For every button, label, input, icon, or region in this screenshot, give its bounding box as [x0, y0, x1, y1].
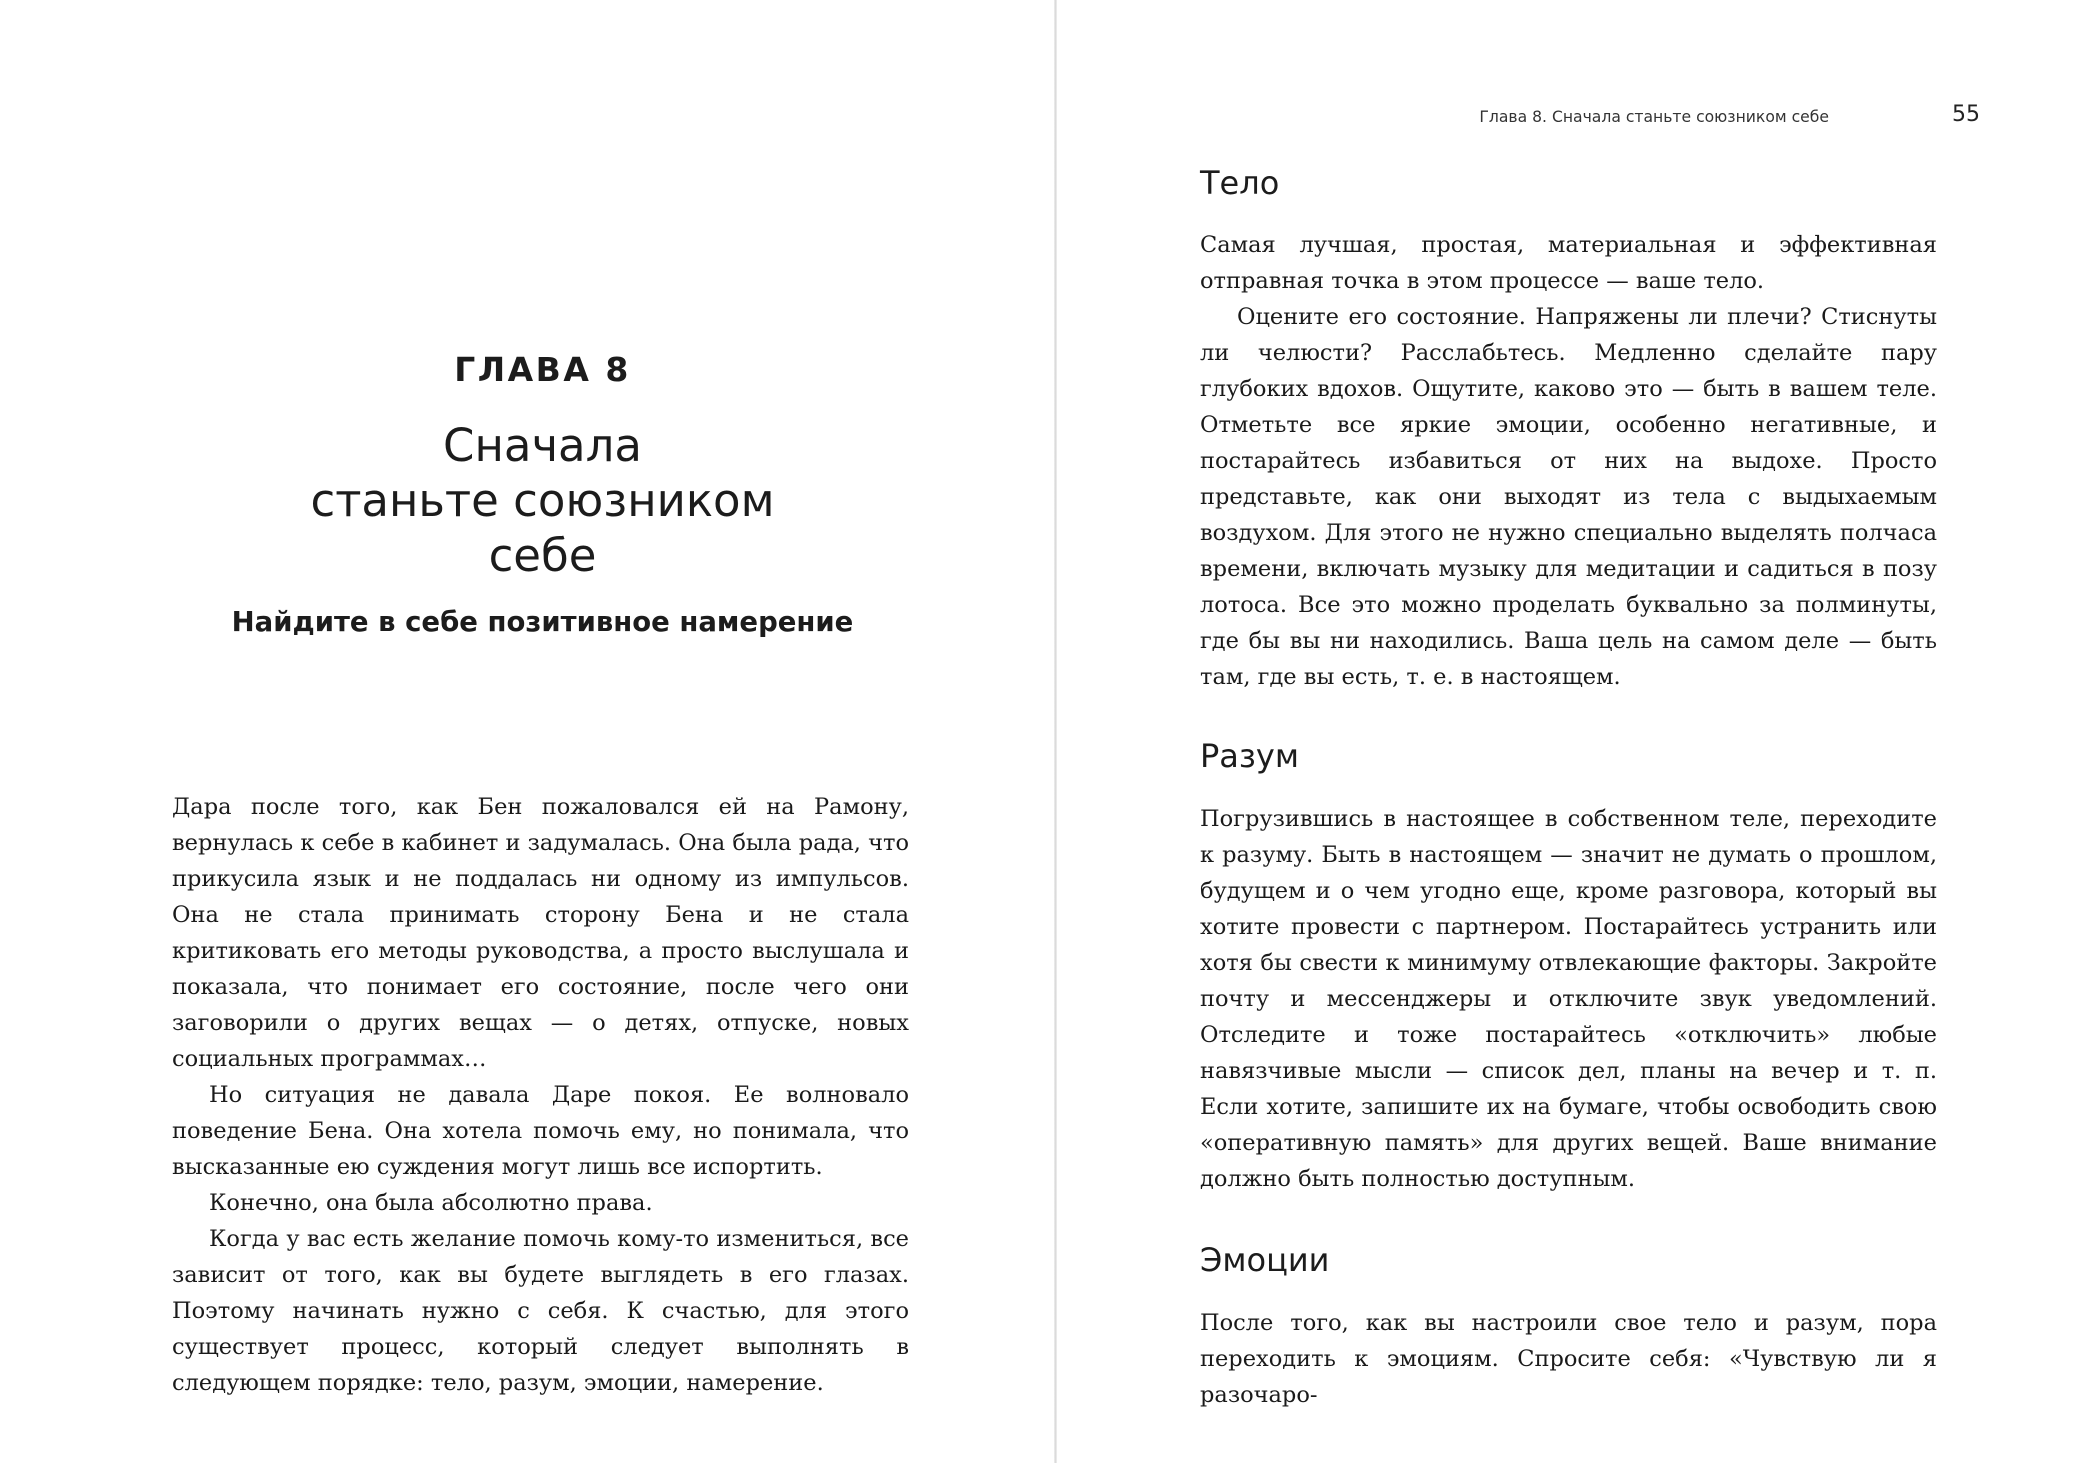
paragraph: Дара после того, как Бен пожаловался ей на Рамону, вернулась к себе в кабинет и задумалась. Она была рада, что прикусила язык и не поддалась ни одному из импульсов. Она не стала принимать сторону Бена и не стала критиковать его методы руководства, а просто выслушала и показала, что понимает его состояние, после чего они заговорили о других вещах — о детях, отпуске, новых социальных программах… — [172, 794, 909, 1072]
section-heading-emocii: Эмоции — [1200, 1241, 1330, 1279]
section-body-razum — [1200, 801, 1937, 1197]
right-page — [1057, 0, 2100, 1463]
paragraph: Конечно, она была абсолютно права. — [209, 1190, 653, 1216]
chapter-label: ГЛАВА 8 — [454, 350, 631, 389]
paragraph: Погрузившись в настоящее в собственном теле, переходите к разуму. Быть в настоящем — значит не думать о прошлом, будущем и о чем угодно еще, кроме разговора, который вы хотите провести с партнером. Постарайтесь устранить или хотя бы свести к минимуму отвлекающие факторы. Закройте почту и мессенджеры и отключите звук уведомлений. Отследите и тоже постарайтесь «отключить» любые навязчивые мысли — список дел, планы на вечер и т. п. Если хотите, запишите их на бумаге, чтобы освободить свою «оперативную память» для других вещей. Ваше внимание должно быть полностью доступным. — [1200, 806, 1937, 1192]
section-heading-telo: Тело — [1200, 164, 1280, 202]
paragraph: Но ситуация не давала Даре покоя. Ее волновало поведение Бена. Она хотела помочь ему, но понимала, что высказанные ею суждения могут лишь все испортить. — [172, 1082, 909, 1180]
chapter-title — [0, 418, 1085, 583]
paragraph: Самая лучшая, простая, материальная и эффективная отправная точка в этом процессе — ваше тело. — [1200, 232, 1937, 294]
section-body-emocii — [1200, 1305, 1937, 1413]
chapter-subtitle: Найдите в себе позитивное намерение — [231, 606, 854, 638]
paragraph: После того, как вы настроили свое тело и разум, пора переходить к эмоциям. Спросите себя: «Чувствую ли я разочаро- — [1200, 1310, 1937, 1408]
section-heading-razum: Разум — [1200, 737, 1299, 775]
page-number: 55 — [1952, 102, 1980, 127]
chapter-title-line: себе — [488, 529, 597, 582]
chapter-title-line: Сначала — [443, 419, 642, 472]
running-head: Глава 8. Сначала станьте союзником себе — [1479, 108, 1829, 126]
section-body-telo — [1200, 227, 1937, 695]
paragraph: Когда у вас есть желание помочь кому-то измениться, все зависит от того, как вы будете выглядеть в его глазах. Поэтому начинать нужно с себя. К счастью, для этого существует процесс, который следует выполнять в следующем порядке: тело, разум, эмоции, намерение. — [172, 1226, 909, 1396]
paragraph: Оцените его состояние. Напряжены ли плечи? Стиснуты ли челюсти? Расслабьтесь. Медленно сделайте пару глубоких вдохов. Ощутите, каково это — быть в вашем теле. Отметьте все яркие эмоции, особенно негативные, и постарайтесь избавиться от них на выдохе. Просто представьте, как они выходят из тела с выдыхаемым воздухом. Для этого не нужно специально выделять полчаса времени, включать музыку для медитации и садиться в позу лотоса. Все это можно проделать буквально за полминуты, где бы вы ни находились. Ваша цель на самом деле — быть там, где вы есть, т. е. в настоящем. — [1200, 304, 1937, 690]
chapter-title-line: станьте союзником — [310, 474, 775, 527]
left-body-text — [172, 789, 909, 1401]
